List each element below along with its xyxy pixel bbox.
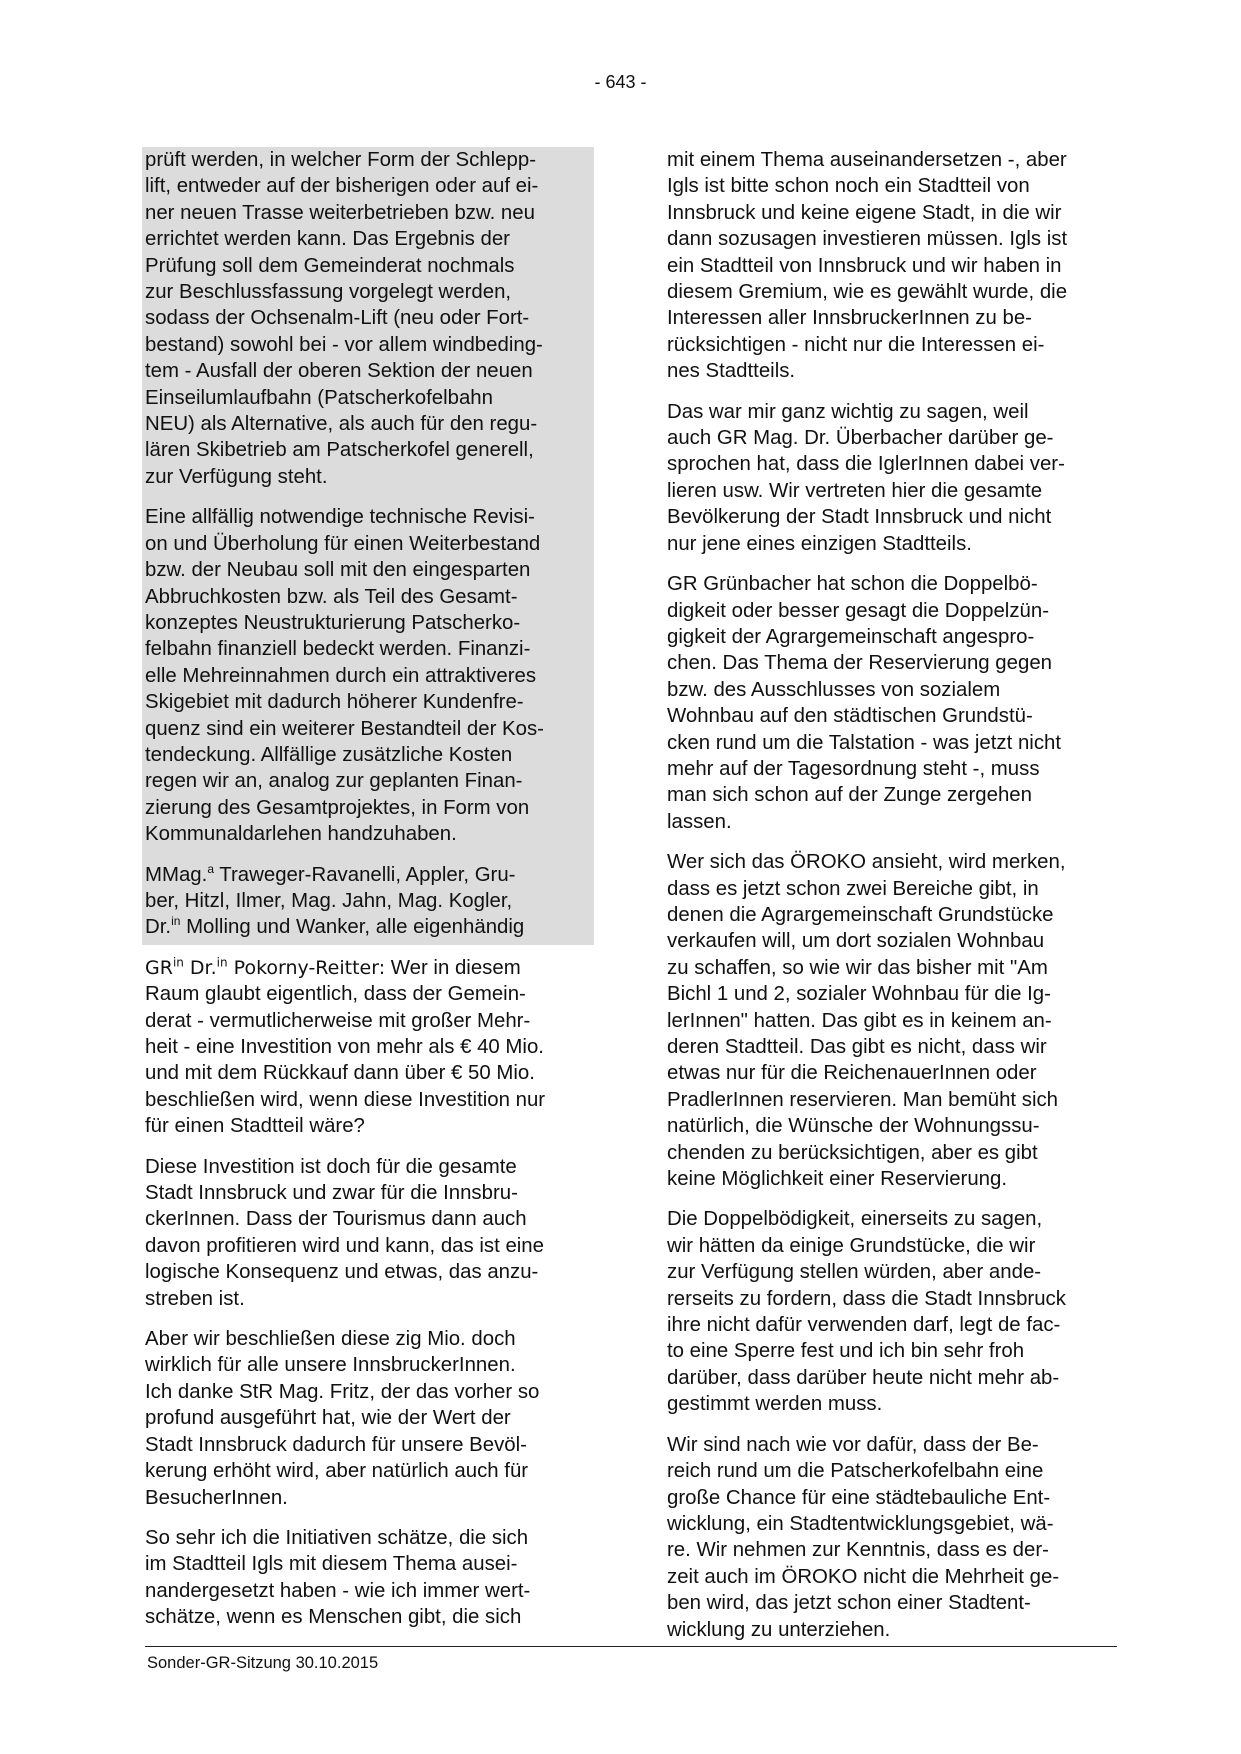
body-paragraph: Diese Investition ist doch für die gesamte Stadt Innsbruck und zwar für die Innsbru- ckerInnen. Dass der Tourismus dann auch davon profitieren wird und kann, das ist eine logische Konsequenz und etwas, das anzu- streben ist. bbox=[145, 1155, 544, 1310]
motion-text-block bbox=[142, 147, 594, 945]
page-number: - 643 - bbox=[594, 72, 647, 92]
signatories: MMag.$^a$ Traweger-Ravanelli, Appler, Gru- ber, Hitzl, Ilmer, Mag. Jahn, Mag. Kogler, Dr.$^{in}$ Molling und Wanker, alle eigenhändig bbox=[145, 861, 525, 939]
body-paragraph: mit einem Thema auseinandersetzen -, aber Igls ist bitte schon noch ein Stadtteil von Innsbruck und keine eigene Stadt, in die wir dann sozusagen investieren müssen. Igls ist ein Stadtteil von Innsbruck und wir haben in diesem Gremium, wie es gewählt wurde, die Interessen aller InnsbruckerInnen zu be- rücksichtigen - nicht nur die Interessen ei- nes Stadtteils. bbox=[667, 149, 1068, 383]
speaker-name: $GR^{in}$ Dr.$^{in}$ Pokorny-Reitter: bbox=[145, 955, 386, 979]
body-paragraph: Aber wir beschließen diese zig Mio. doch wirklich für alle unsere InnsbruckerInnen. Ich danke StR Mag. Fritz, der das vorher so profund ausgeführt hat, wie der Wert der Stadt Innsbruck dadurch für unsere Bevöl- kerung erhöht wird, aber natürlich auch für BesucherInnen. bbox=[145, 1328, 540, 1509]
body-paragraph: Die Doppelbödigkeit, einerseits zu sagen, wir hätten da einige Grundstücke, die wir zur Verfügung stellen würden, aber ande- rerseits zu fordern, dass die Stadt Innsbruck ihre nicht dafür verwenden darf, legt de fac- to eine Sperre fest und ich bin sehr froh darüber, dass darüber heute nicht mehr ab- gestimmt werden muss. bbox=[667, 1208, 1066, 1416]
motion-paragraph: Eine allfällig notwendige technische Revisi- on und Überholung für einen Weiterbestand bzw. der Neubau soll mit den eingesparten Abbruchkosten bzw. als Teil des Gesamt- konzeptes Neustrukturierung Patscherko- felbahn finanziell bedeckt werden. Finanzi- elle Mehreinnahmen durch ein attraktiveres Skigebiet mit dadurch höherer Kundenfre- quenz sind ein weiterer Bestandteil der Kos- tendeckung. Allfällige zusätzliche Kosten regen wir an, analog zur geplanten Finan- zierung des Gesamtprojektes, in Form von Kommunaldarlehen handzuhaben. bbox=[145, 506, 544, 846]
right-column bbox=[667, 147, 1119, 1657]
body-paragraph: Das war mir ganz wichtig zu sagen, weil auch GR Mag. Dr. Überbacher darüber ge- sprochen hat, dass die IglerInnen dabei ver- lieren usw. Wir vertreten hier die gesamte Bevölkerung der Stadt Innsbruck und nicht nur jene eines einzigen Stadtteils. bbox=[667, 400, 1065, 555]
body-paragraph: GR Grünbacher hat schon die Doppelbö- digkeit oder besser gesagt die Doppelzün- gigkeit der Agrargemeinschaft angespro- chen. Das Thema der Reservierung gegen bzw. des Ausschlusses von sozialem Wohnbau auf den städtischen Grundstü- cken rund um die Talstation - was jetzt nicht mehr auf der Tagesordnung steht -, muss man sich schon auf der Zunge zergehen lassen. bbox=[667, 573, 1062, 833]
speaker-paragraph: $GR^{in}$ Dr.$^{in}$ Pokorny-Reitter: Wer in diesem Raum glaubt eigentlich, dass der Gemein- derat - vermutlicherweise mit großer Mehr- heit - eine Investition von mehr als € 40 Mio. und mit dem Rückkauf dann über € 50 Mio. beschließen wird, wenn diese Investition nur für einen Stadtteil wäre? bbox=[145, 955, 546, 1138]
motion-paragraph: prüft werden, in welcher Form der Schlepp- lift, entweder auf der bisherigen oder auf ei- ner neuen Trasse weiterbetrieben bzw. neu errichtet werden kann. Das Ergebnis der Prüfung soll dem Gemeinderat nochmals zur Beschlussfassung vorgelegt werden, sodass der Ochsenalm-Lift (neu oder Fort- bestand) sowohl bei - vor allem windbeding- tem - Ausfall der oberen Sektion der neuen Einseilumlaufbahn (Patscherkofelbahn NEU) als Alternative, als auch für den regu- lären Skibetrieb am Patscherkofel generell, zur Verfügung steht. bbox=[145, 149, 543, 488]
body-paragraph: So sehr ich die Initiativen schätze, die sich im Stadtteil Igls mit diesem Thema ausei- nandergesetzt haben - wie ich immer wert- schätze, wenn es Menschen gibt, die sich bbox=[145, 1526, 531, 1629]
footer-session-label: Sonder-GR-Sitzung 30.10.2015 bbox=[147, 1654, 379, 1672]
body-paragraph: Wir sind nach wie vor dafür, dass der Be- reich rund um die Patscherkofelbahn eine große Chance für eine städtebauliche Ent- wicklung, ein Stadtentwicklungsgebiet, wä- re. Wir nehmen zur Kenntnis, dass es der- zeit auch im ÖROKO nicht die Mehrheit ge- ben wird, das jetzt schon einer Stadtent- wicklung zu unterziehen. bbox=[667, 1433, 1060, 1641]
body-paragraph: Wer sich das ÖROKO ansieht, wird merken, dass es jetzt schon zwei Bereiche gibt, in denen die Agrargemeinschaft Grundstücke verkaufen will, um dort sozialen Wohnbau zu schaffen, so wie wir das bisher mit "Am Bichl 1 und 2, sozialer Wohnbau für die Ig- lerInnen" hatten. Das gibt es in keinem an- deren Stadtteil. Das gibt es nicht, dass wir etwas nur für die ReichenauerInnen oder PradlerInnen reservieren. Man bemüht sich natürlich, die Wünsche der Wohnungssu- chenden zu berücksichtigen, aber es gibt keine Möglichkeit einer Reservierung. bbox=[667, 851, 1066, 1191]
left-column bbox=[145, 147, 597, 1645]
footer-divider bbox=[145, 1646, 1117, 1647]
